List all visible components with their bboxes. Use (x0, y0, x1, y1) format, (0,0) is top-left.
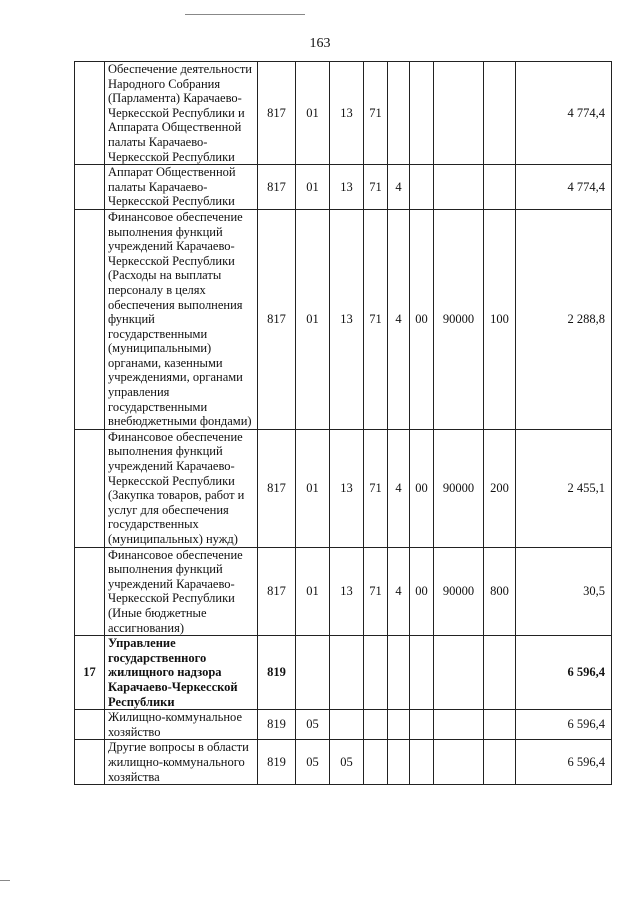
expense-type-code (484, 710, 516, 740)
row-number (75, 429, 105, 547)
scan-mark-left (0, 880, 10, 881)
budget-table (74, 61, 612, 785)
row-number (75, 740, 105, 785)
expense-type-code: 100 (484, 209, 516, 429)
section-code: 01 (296, 429, 330, 547)
direction-code: 00 (410, 209, 434, 429)
table-row (75, 209, 612, 429)
page-number: 163 (309, 36, 331, 51)
scan-mark-top (185, 14, 305, 15)
program-code: 71 (364, 429, 388, 547)
program-code: 71 (364, 62, 388, 165)
direction-code (410, 165, 434, 210)
table-row (75, 636, 612, 710)
program-code (364, 710, 388, 740)
subsection-code: 13 (330, 547, 364, 636)
ministry-code: 819 (258, 740, 296, 785)
target-code: 90000 (434, 429, 484, 547)
amount: 30,5 (516, 547, 612, 636)
row-number (75, 710, 105, 740)
subsection-code (330, 710, 364, 740)
ministry-code: 817 (258, 62, 296, 165)
table-row (75, 62, 612, 165)
ministry-code: 817 (258, 209, 296, 429)
target-code (434, 710, 484, 740)
expense-type-code (484, 165, 516, 210)
subprogram-code (388, 636, 410, 710)
table-row (75, 710, 612, 740)
direction-code (410, 636, 434, 710)
program-code (364, 740, 388, 785)
ministry-code: 817 (258, 165, 296, 210)
subsection-code: 13 (330, 165, 364, 210)
target-code (434, 165, 484, 210)
expense-name: Аппарат Общественной палаты Карачаево-Черкесской Республики (105, 165, 258, 210)
expense-name: Обеспечение деятельности Народного Собрания (Парламента) Карачаево-Черкесской Республики и Аппарата Общественной палаты Карачаево-Черкесской Республики (105, 62, 258, 165)
table-row (75, 740, 612, 785)
program-code: 71 (364, 547, 388, 636)
expense-name: Финансовое обеспечение выполнения функций учреждений Карачаево-Черкесской Республики (Закупка товаров, работ и услуг для обеспечения государственных (муниципальных) нужд) (105, 429, 258, 547)
row-number (75, 165, 105, 210)
amount: 4 774,4 (516, 165, 612, 210)
direction-code: 00 (410, 547, 434, 636)
expense-type-code: 800 (484, 547, 516, 636)
expense-name: Другие вопросы в области жилищно-коммунального хозяйства (105, 740, 258, 785)
section-code: 05 (296, 740, 330, 785)
expense-name: Жилищно-коммунальное хозяйство (105, 710, 258, 740)
table-row (75, 165, 612, 210)
subsection-code (330, 636, 364, 710)
section-code: 01 (296, 62, 330, 165)
section-code: 05 (296, 710, 330, 740)
target-code: 90000 (434, 209, 484, 429)
ministry-code: 817 (258, 429, 296, 547)
section-code: 01 (296, 209, 330, 429)
expense-name: Финансовое обеспечение выполнения функций учреждений Карачаево-Черкесской Республики (Расходы на выплаты персоналу в целях обеспечения выполнения функций государственными (муниципальными) органами, казенными учреждениями, органами управления государственными внебюджетными фондами) (105, 209, 258, 429)
amount: 2 455,1 (516, 429, 612, 547)
table-row (75, 547, 612, 636)
row-number (75, 209, 105, 429)
program-code: 71 (364, 165, 388, 210)
subprogram-code (388, 62, 410, 165)
direction-code (410, 740, 434, 785)
amount: 4 774,4 (516, 62, 612, 165)
subprogram-code: 4 (388, 429, 410, 547)
expense-name: Управление государственного жилищного надзора Карачаево-Черкесской Республики (105, 636, 258, 710)
expense-type-code (484, 740, 516, 785)
amount: 6 596,4 (516, 740, 612, 785)
subprogram-code: 4 (388, 165, 410, 210)
amount: 6 596,4 (516, 710, 612, 740)
target-code (434, 62, 484, 165)
ministry-code: 817 (258, 547, 296, 636)
target-code (434, 740, 484, 785)
expense-name: Финансовое обеспечение выполнения функций учреждений Карачаево-Черкесской Республики (Иные бюджетные ассигнования) (105, 547, 258, 636)
subsection-code: 13 (330, 429, 364, 547)
subprogram-code: 4 (388, 547, 410, 636)
row-number (75, 547, 105, 636)
table-row (75, 429, 612, 547)
expense-type-code (484, 62, 516, 165)
program-code: 71 (364, 209, 388, 429)
section-code: 01 (296, 547, 330, 636)
amount: 2 288,8 (516, 209, 612, 429)
subprogram-code: 4 (388, 209, 410, 429)
direction-code (410, 710, 434, 740)
subsection-code: 05 (330, 740, 364, 785)
subprogram-code (388, 710, 410, 740)
target-code (434, 636, 484, 710)
expense-type-code: 200 (484, 429, 516, 547)
ministry-code: 819 (258, 710, 296, 740)
section-code (296, 636, 330, 710)
subsection-code: 13 (330, 209, 364, 429)
subsection-code: 13 (330, 62, 364, 165)
row-number (75, 62, 105, 165)
subprogram-code (388, 740, 410, 785)
target-code: 90000 (434, 547, 484, 636)
amount: 6 596,4 (516, 636, 612, 710)
direction-code (410, 62, 434, 165)
expense-type-code (484, 636, 516, 710)
ministry-code: 819 (258, 636, 296, 710)
row-number: 17 (75, 636, 105, 710)
direction-code: 00 (410, 429, 434, 547)
section-code: 01 (296, 165, 330, 210)
program-code (364, 636, 388, 710)
